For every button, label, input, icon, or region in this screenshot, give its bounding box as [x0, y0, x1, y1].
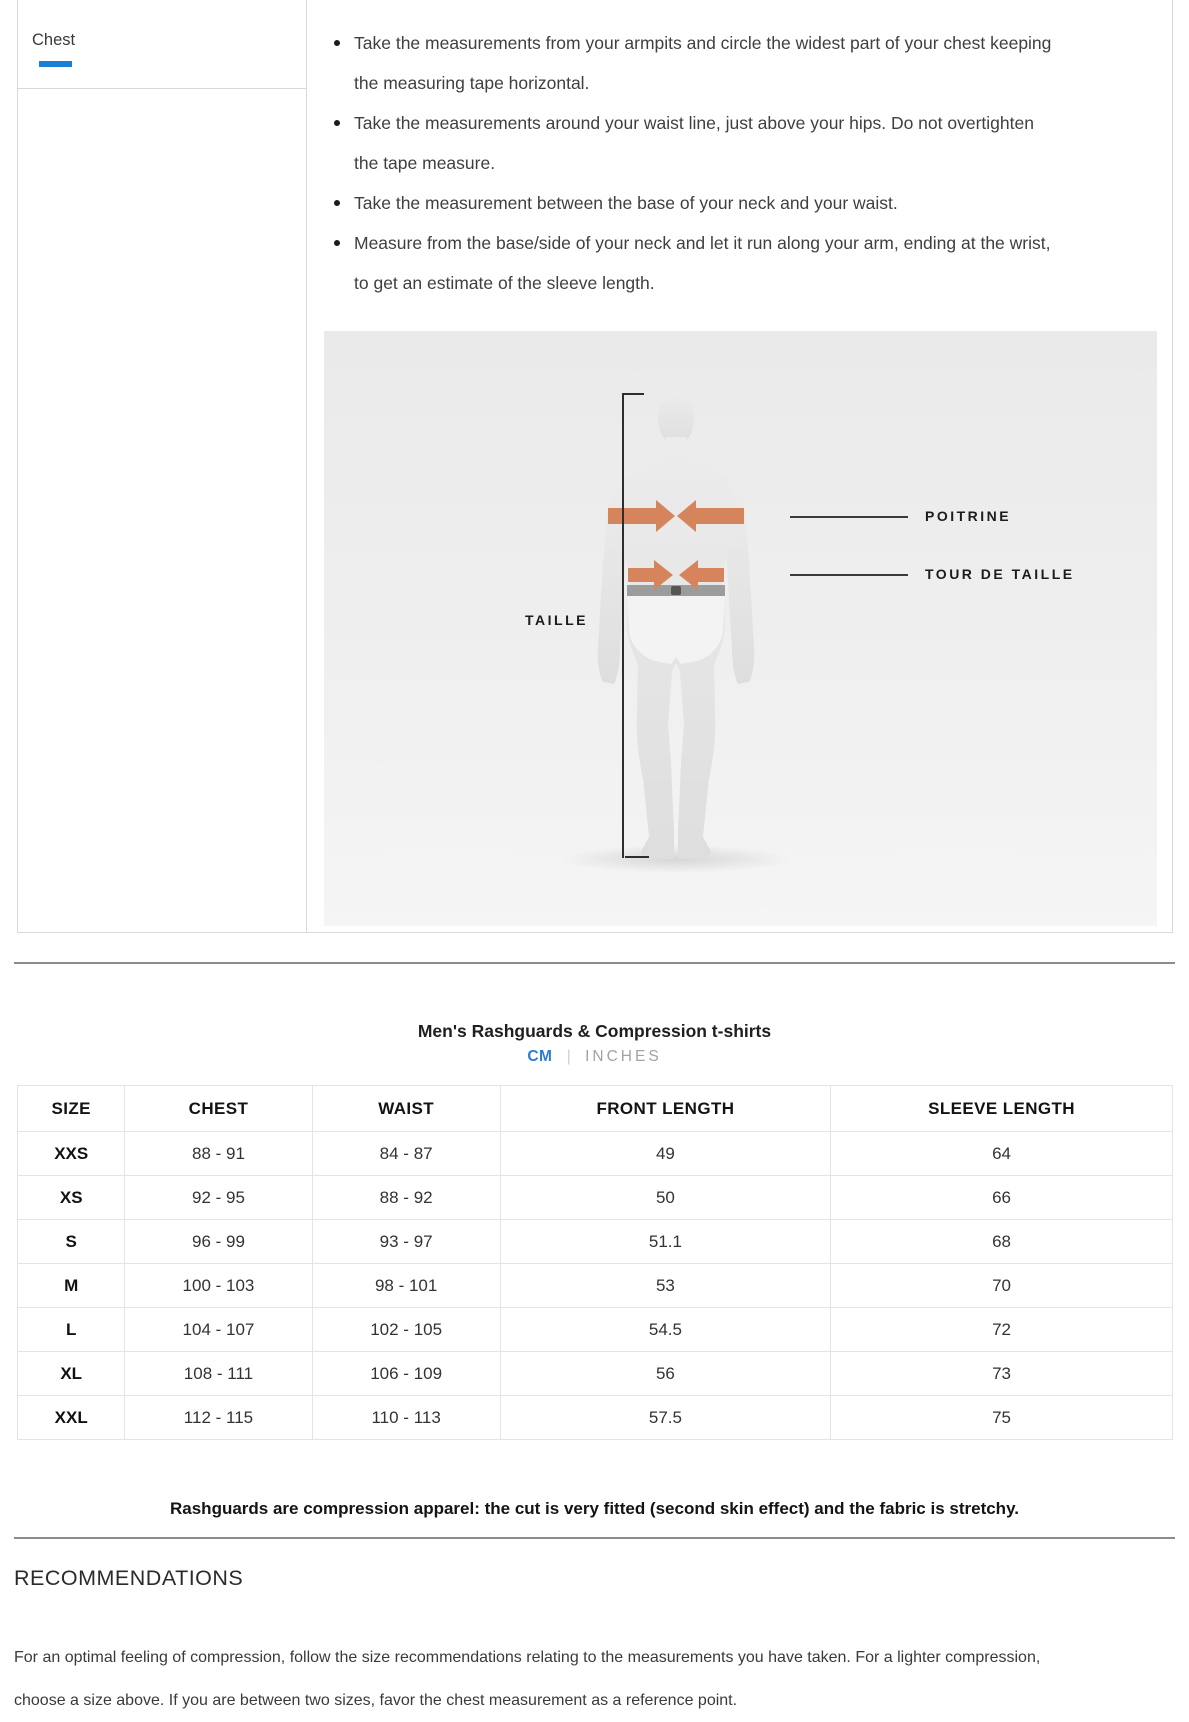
cell-sleeve-length: 64	[831, 1132, 1173, 1176]
tab-chest[interactable]	[18, 0, 306, 89]
table-row	[18, 1132, 1173, 1176]
cell-chest: 112 - 115	[125, 1396, 312, 1440]
instruction-item: Take the measurement between the base of your neck and your waist.	[354, 183, 1054, 223]
col-header-size: SIZE	[18, 1086, 125, 1132]
cell-sleeve-length: 75	[831, 1396, 1173, 1440]
guide-content	[308, 0, 1174, 303]
instruction-item: Take the measurements from your armpits and circle the widest part of your chest keeping the measuring tape horizontal.	[354, 23, 1054, 103]
cell-waist: 110 - 113	[312, 1396, 500, 1440]
size-table-header-row	[18, 1086, 1173, 1132]
cell-waist: 93 - 97	[312, 1220, 500, 1264]
col-header-front-length: FRONT LENGTH	[500, 1086, 830, 1132]
table-row	[18, 1396, 1173, 1440]
cell-sleeve-length: 68	[831, 1220, 1173, 1264]
mannequin-illustration	[324, 331, 1157, 926]
instruction-item: Measure from the base/side of your neck and let it run along your arm, ending at the wrist, to get an estimate of the sleeve length.	[354, 223, 1054, 303]
size-chart-title: Men's Rashguards & Compression t-shirts	[417, 1020, 772, 1041]
cell-front-length: 50	[500, 1176, 830, 1220]
col-header-chest: CHEST	[125, 1086, 312, 1132]
cell-chest: 104 - 107	[125, 1308, 312, 1352]
table-row	[18, 1220, 1173, 1264]
cell-chest: 96 - 99	[125, 1220, 312, 1264]
cell-waist: 84 - 87	[312, 1132, 500, 1176]
cell-sleeve-length: 66	[831, 1176, 1173, 1220]
height-measure-bottom-tick	[625, 856, 649, 858]
cell-sleeve-length: 70	[831, 1264, 1173, 1308]
height-measure-top-tick	[622, 393, 644, 395]
cell-chest: 88 - 91	[125, 1132, 312, 1176]
guide-sidebar	[18, 0, 307, 932]
tab-chest-label: Chest	[32, 31, 76, 49]
cell-front-length: 57.5	[500, 1396, 830, 1440]
unit-inches[interactable]: INCHES	[585, 1048, 662, 1065]
cell-sleeve-length: 72	[831, 1308, 1173, 1352]
unit-cm[interactable]: CM	[527, 1048, 553, 1065]
cell-front-length: 49	[500, 1132, 830, 1176]
section-divider	[14, 962, 1175, 964]
instruction-item: Take the measurements around your waist line, just above your hips. Do not overtighten the tape measure.	[354, 103, 1054, 183]
cell-size: L	[18, 1308, 125, 1352]
instruction-list	[308, 0, 1184, 303]
waist-label: TOUR DE TAILLE	[925, 566, 1075, 582]
cell-size: XL	[18, 1352, 125, 1396]
tab-active-underline	[39, 61, 72, 67]
cell-chest: 100 - 103	[125, 1264, 312, 1308]
table-row	[18, 1352, 1173, 1396]
unit-separator: |	[566, 1048, 571, 1065]
section-divider	[14, 1537, 1175, 1539]
height-measure-line	[622, 393, 624, 858]
cell-waist: 88 - 92	[312, 1176, 500, 1220]
col-header-sleeve-length: SLEEVE LENGTH	[831, 1086, 1173, 1132]
cell-size: XXS	[18, 1132, 125, 1176]
measurement-figure	[324, 331, 1157, 926]
table-row	[18, 1264, 1173, 1308]
cell-waist: 106 - 109	[312, 1352, 500, 1396]
cell-front-length: 54.5	[500, 1308, 830, 1352]
cell-sleeve-length: 73	[831, 1352, 1173, 1396]
compression-note: Rashguards are compression apparel: the cut is very fitted (second skin effect) and the fabric is stretchy.	[170, 1499, 1019, 1518]
height-label: TAILLE	[525, 612, 588, 628]
cell-chest: 108 - 111	[125, 1352, 312, 1396]
col-header-waist: WAIST	[312, 1086, 500, 1132]
cell-size: XXL	[18, 1396, 125, 1440]
chest-label: POITRINE	[925, 508, 1012, 524]
cell-size: M	[18, 1264, 125, 1308]
recommendations-text: For an optimal feeling of compression, follow the size recommendations relating to the measurements you have taken. For a lighter compression, choose a size above. If you are between two sizes, favor the chest measurement as a reference point.	[14, 1649, 1041, 1709]
cell-waist: 98 - 101	[312, 1264, 500, 1308]
chest-pointer-line	[790, 516, 908, 518]
size-table	[17, 1085, 1173, 1440]
cell-size: XS	[18, 1176, 125, 1220]
cell-front-length: 53	[500, 1264, 830, 1308]
waist-pointer-line	[790, 574, 908, 576]
table-row	[18, 1308, 1173, 1352]
recommendations-heading: RECOMMENDATIONS	[14, 1565, 244, 1590]
table-row	[18, 1176, 1173, 1220]
measuring-guide-panel	[17, 0, 1173, 933]
unit-toggle	[0, 1048, 1189, 1066]
cell-chest: 92 - 95	[125, 1176, 312, 1220]
cell-front-length: 56	[500, 1352, 830, 1396]
cell-front-length: 51.1	[500, 1220, 830, 1264]
cell-size: S	[18, 1220, 125, 1264]
cell-waist: 102 - 105	[312, 1308, 500, 1352]
